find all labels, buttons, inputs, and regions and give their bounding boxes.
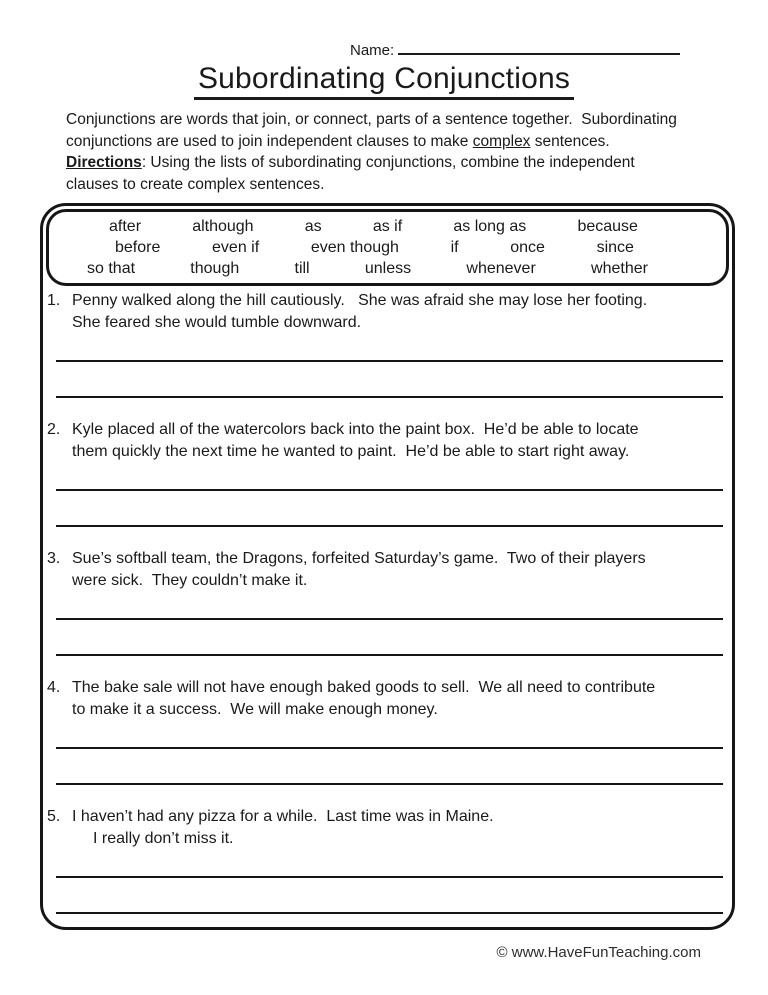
question-item-2 (43, 419, 732, 527)
word-bank-word: even if (212, 239, 260, 256)
underlined-word-complex: complex (472, 132, 531, 150)
word-bank-word: as long as (453, 218, 527, 235)
intro-line-1: Conjunctions are words that join, or connect, parts of a sentence together. Subordinating (66, 111, 677, 128)
answer-line[interactable] (56, 912, 723, 914)
footer (0, 944, 768, 961)
question-text (43, 677, 732, 721)
answer-line[interactable] (56, 783, 723, 785)
word-bank-row-2 (49, 237, 726, 258)
word-bank-row-1 (49, 216, 726, 237)
question-text-line: Kyle placed all of the watercolors back into the paint box. He’d be able to locate (72, 421, 639, 438)
word-bank-word: whenever (466, 260, 536, 277)
word-bank-word: as (304, 218, 322, 235)
question-text-line: Penny walked along the hill cautiously. She was afraid she may lose her footing. (72, 292, 648, 309)
question-text (43, 806, 732, 850)
question-number: 5. (47, 808, 61, 825)
intro-line-4: clauses to create complex sentences. (66, 175, 325, 193)
word-bank-word: once (510, 239, 545, 256)
worksheet-box (40, 203, 735, 930)
answer-line[interactable] (56, 360, 723, 362)
word-bank-word: till (294, 260, 310, 277)
answer-line[interactable] (56, 747, 723, 749)
intro-paragraph (66, 109, 710, 195)
name-blank-line[interactable] (398, 40, 680, 55)
answer-line[interactable] (56, 489, 723, 491)
word-bank-word: because (577, 218, 638, 235)
question-text-line: Sue’s softball team, the Dragons, forfeited Saturday’s game. Two of their players (72, 550, 646, 567)
word-bank-word: so that (87, 260, 136, 277)
word-bank-word: since (596, 239, 634, 256)
answer-line[interactable] (56, 525, 723, 527)
question-item-4 (43, 677, 732, 785)
question-item-1 (43, 290, 732, 398)
intro-line-2: conjunctions are used to join independent clauses to make complex sentences. (66, 132, 610, 150)
answer-line[interactable] (56, 654, 723, 656)
question-text-line: She feared she would tumble downward. (72, 314, 362, 331)
name-row (0, 0, 768, 59)
question-item-5 (43, 806, 732, 914)
word-bank-word: whether (591, 260, 648, 277)
word-bank-word: unless (364, 260, 412, 277)
question-item-3 (43, 548, 732, 656)
word-bank-word: though (190, 260, 240, 277)
question-text-line: were sick. They couldn’t make it. (72, 572, 308, 589)
directions-label: Directions (66, 154, 142, 171)
answer-line[interactable] (56, 876, 723, 878)
question-text (43, 419, 732, 463)
answer-line[interactable] (56, 618, 723, 620)
footer-copyright: © www.HaveFunTeaching.com (496, 944, 701, 961)
word-bank-word: before (115, 239, 161, 256)
name-label: Name: (350, 42, 395, 59)
word-bank-row-3 (49, 258, 726, 279)
question-text-line: I haven’t had any pizza for a while. Last time was in Maine. (72, 808, 494, 825)
intro-line-3: Directions: Using the lists of subordinating conjunctions, combine the independent (66, 154, 635, 171)
word-bank-word: if (450, 239, 459, 256)
word-bank-word: as if (372, 218, 403, 235)
question-text-line: The bake sale will not have enough baked goods to sell. We all need to contribute (72, 679, 656, 696)
word-bank-word: although (192, 218, 254, 235)
question-number: 4. (47, 679, 61, 696)
answer-line[interactable] (56, 396, 723, 398)
word-bank (46, 209, 729, 286)
word-bank-word: after (109, 218, 142, 235)
question-number: 3. (47, 550, 61, 567)
question-text-line: I really don’t miss it. (93, 830, 234, 847)
question-text (43, 290, 732, 334)
word-bank-word: even though (310, 239, 399, 256)
question-number: 1. (47, 292, 61, 309)
title-row (0, 62, 768, 100)
question-text-line: to make it a success. We will make enough money. (72, 701, 438, 718)
page-title: Subordinating Conjunctions (194, 62, 574, 100)
question-text-line: them quickly the next time he wanted to paint. He’d be able to start right away. (72, 443, 630, 460)
question-text (43, 548, 732, 592)
question-number: 2. (47, 421, 61, 438)
